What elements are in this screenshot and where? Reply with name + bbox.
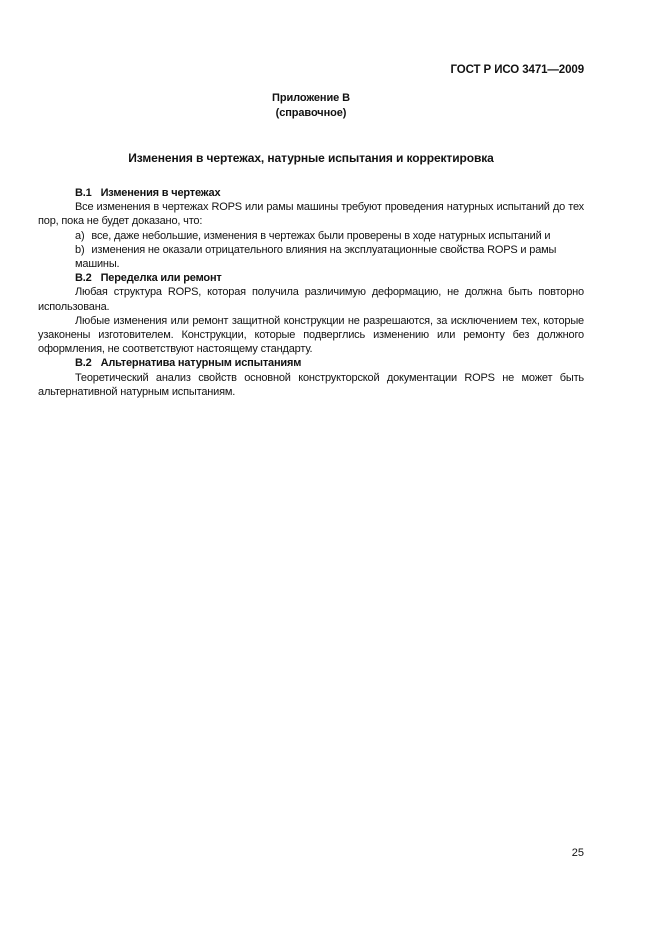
paragraph: Теоретический анализ свойств основной конструкторской документации ROPS не может быть альтернативной натурным испытаниям.: [38, 371, 584, 398]
page-number: 25: [571, 847, 584, 859]
paragraph: Все изменения в чертежах ROPS или рамы машины требуют проведения натурных испытаний до тех пор, пока не будет доказано, что:: [38, 201, 584, 228]
list-item-text: все, даже небольшие, изменения в чертежах были проверены в ходе натурных испытаний и: [91, 229, 551, 242]
annex-kind: (справочное): [275, 106, 347, 119]
section-number: В.2: [75, 272, 92, 285]
section-heading-b1: [38, 186, 584, 200]
list-marker: b): [75, 243, 85, 256]
annex-label: Приложение В: [272, 92, 350, 104]
header-doc-code: ГОСТ Р ИСО 3471—2009: [450, 64, 584, 76]
list-item-text: изменения не оказали отрицательного влияния на эксплуатационные свойства ROPS и рамы машины.: [75, 243, 557, 271]
document-body: [38, 186, 584, 399]
paragraph: Любая структура ROPS, которая получила различимую деформацию, не должна быть повторно использована.: [38, 286, 584, 313]
section-number: В.1: [75, 187, 92, 199]
section-number: В.2: [75, 357, 92, 370]
annex-heading: [38, 91, 584, 120]
list-item: [38, 229, 584, 243]
section-heading-text: Переделка или ремонт: [100, 272, 222, 285]
section-heading-text: Альтернатива натурным испытаниям: [100, 357, 302, 370]
section-heading-b2: [38, 271, 584, 285]
section-heading-text: Изменения в чертежах: [100, 187, 221, 199]
annex-title: Изменения в чертежах, натурные испытания и корректировка: [128, 151, 494, 165]
section-heading-b2-alt: [38, 356, 584, 370]
list-item: [38, 243, 584, 271]
paragraph: Любые изменения или ремонт защитной конструкции не разрешаются, за исключением тех, которые узаконены изготовителем. Конструкции, которые подверглись изменению или ремонту без должного оформления, не соответствуют настоящему стандарту.: [38, 314, 584, 356]
list-marker: a): [75, 229, 85, 242]
